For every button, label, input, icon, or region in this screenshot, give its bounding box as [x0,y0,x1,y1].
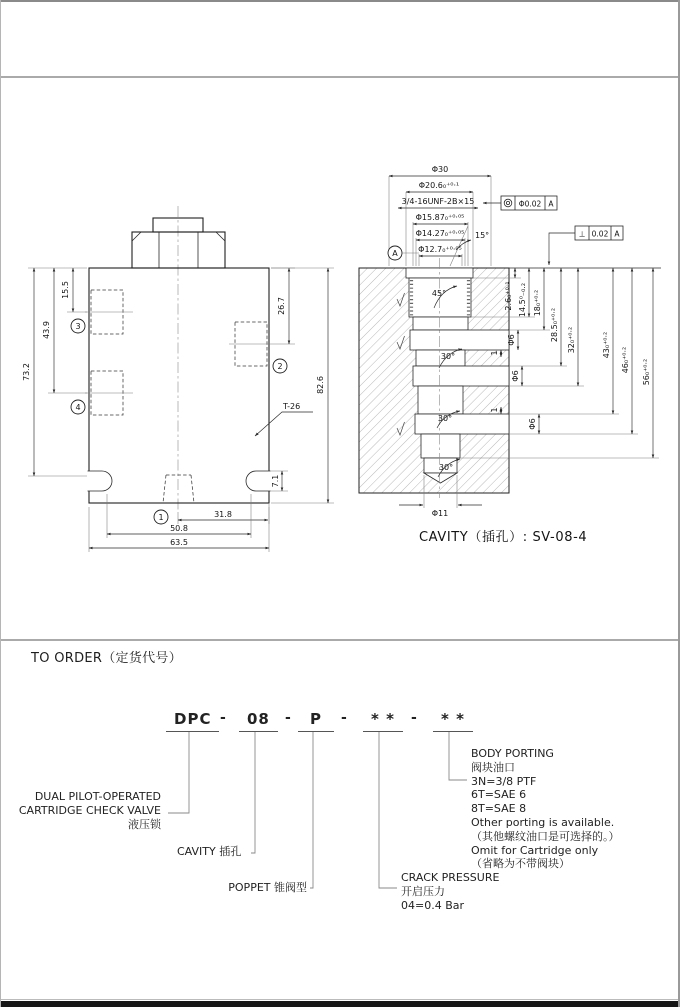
porting-label-line7: （其他螺纹油口是可选择的。） [471,829,620,843]
crack-label-line3: 04=0.4 Bar [401,898,465,912]
porting-label-line2: 阀块油口 [471,760,515,774]
valve-port4-hole [85,371,133,415]
porting-label-line9: （省略为不带阀块） [471,857,570,871]
leader-crack [379,732,397,888]
model-label-line3: 液压锁 [128,817,161,831]
porting-label-line5: 8T=SAE 8 [471,802,527,816]
dim-phi30: Φ30 [431,165,449,174]
dim-phi14-27: Φ14.27₀⁺⁰·⁰⁵ [415,229,465,238]
crack-label-line1: CRACK PRESSURE [401,871,500,884]
concentricity-icon [504,199,512,207]
dim-50-8: 50.8 [170,524,188,533]
dim-56: 56₀⁺⁰·² [642,358,651,386]
cavity-label: CAVITY 插孔 [177,845,242,858]
leader-porting [449,732,467,780]
dim-63-5: 63.5 [170,538,188,547]
model-label-line1: DUAL PILOT-OPERATED [34,790,161,803]
valve-mount-slot-right [246,471,271,491]
gdt1-tolerance: Φ0.02 [518,199,542,209]
dim-14-5: 14.5⁰₋₀.₂ [518,282,527,318]
valve-front-view [22,206,334,552]
crack-label-line2: 开启压力 [401,884,445,898]
dim-28-5: 28.5₀⁺⁰·² [550,307,559,343]
code-cavity: 08 [239,710,278,732]
leader-model [168,732,189,813]
porting-label-line1: BODY PORTING [471,747,554,760]
dim-31-8: 31.8 [214,510,232,519]
porting-label-line6: Other porting is available. [471,815,615,829]
dim-2-6: 2.6₀⁺⁰·¹ [504,281,513,311]
dim-73-2: 73.2 [22,363,31,381]
valve-port3-hole [85,290,133,334]
valve-body [89,268,269,503]
footer-bar [1,1001,678,1007]
dim-18: 18₀⁺⁰·² [533,289,542,317]
dim-15-5: 15.5 [61,281,70,299]
code-body-porting: * * [433,710,473,732]
port3-number: 3 [75,322,81,331]
angle-30c: 30° [438,463,454,472]
code-sep-4: - [411,710,417,726]
port4-number: 4 [75,403,81,412]
port2-number: 2 [277,362,283,371]
angle-45: 45° [431,289,447,298]
dim-82-6: 82.6 [316,376,325,394]
valve-port2-hole [229,322,275,366]
perpendicularity-icon: ⊥ [578,229,586,239]
dim-undercut-1a: 1 [490,350,499,356]
code-crack-pressure: * * [363,710,403,732]
gdt2-tolerance: 0.02 [591,229,609,239]
dim-26-7: 26.7 [277,297,286,315]
port-balloon-3 [71,319,85,333]
gdt2-datum: A [614,229,620,239]
angle-30a: 30° [440,352,456,361]
datum-a-balloon [388,246,419,260]
code-model: DPC [166,710,219,732]
code-sep-1: - [220,710,226,726]
dim-phi20-6: Φ20.6₀⁺⁰·¹ [418,181,460,190]
page-top-rule [1,0,678,2]
poppet-label: POPPET 锥阀型 [228,881,307,894]
gdt1-datum: A [548,199,554,209]
code-sep-3: - [341,710,347,726]
dim-undercut-1b: 1 [490,407,499,413]
porting-label-line4: 6T=SAE 6 [471,788,527,802]
dim-phi6-2: Φ6 [511,370,520,382]
note-t26: T-26 [283,402,301,411]
angle-15: 15° [475,231,490,240]
gdt-concentricity-frame [483,196,557,210]
port-balloon-4 [71,400,85,414]
dim-7-1: 7.1 [271,474,280,488]
code-sep-2: - [285,710,291,726]
cavity-top-dimensions [389,165,491,266]
header-divider [1,76,678,78]
footer-line [1,999,678,1000]
dim-43: 43₀⁺⁰·² [602,331,611,359]
valve-mount-slot-left [88,471,113,491]
crack-pressure-label [401,871,499,912]
cavity-section-view [359,165,661,545]
model-label-line2: CARTRIDGE CHECK VALVE [18,803,161,817]
code-poppet: P [298,710,334,732]
dim-phi11: Φ11 [431,509,449,518]
dim-46: 46₀⁺⁰·² [621,346,630,374]
dim-43-9: 43.9 [42,321,51,339]
dim-32: 32₀⁺⁰·² [567,326,576,354]
port-balloon-1 [154,510,168,524]
leader-cavity [251,732,255,853]
datum-a-label: A [392,249,398,258]
valve-port1-hole [163,475,194,503]
dim-phi12-7: Φ12.7₀⁺⁰·⁰⁵ [418,245,462,254]
dim-phi15-87: Φ15.87₀⁺⁰·⁰⁵ [415,213,465,222]
port-balloon-2 [273,359,287,373]
valve-hex-nut [132,218,225,268]
porting-label-line8: Omit for Cartridge only [471,843,599,857]
gdt-perpendicularity-frame [549,226,623,265]
drawing-area [1,80,680,640]
cavity-caption: CAVITY（插孔）: SV-08-4 [419,530,588,545]
dim-thread: 3/4-16UNF-2B×15 [401,197,475,206]
dim-phi6-3: Φ6 [528,418,537,430]
leader-poppet [310,732,313,888]
dim-phi6-1: Φ6 [507,334,516,346]
porting-label-line3: 3N=3/8 PTF [471,774,537,788]
port1-number: 1 [158,513,164,522]
body-porting-label [471,747,620,871]
to-order-title: TO ORDER（定货代号） [31,651,183,666]
model-label [19,790,161,831]
angle-30b: 30° [437,414,453,423]
